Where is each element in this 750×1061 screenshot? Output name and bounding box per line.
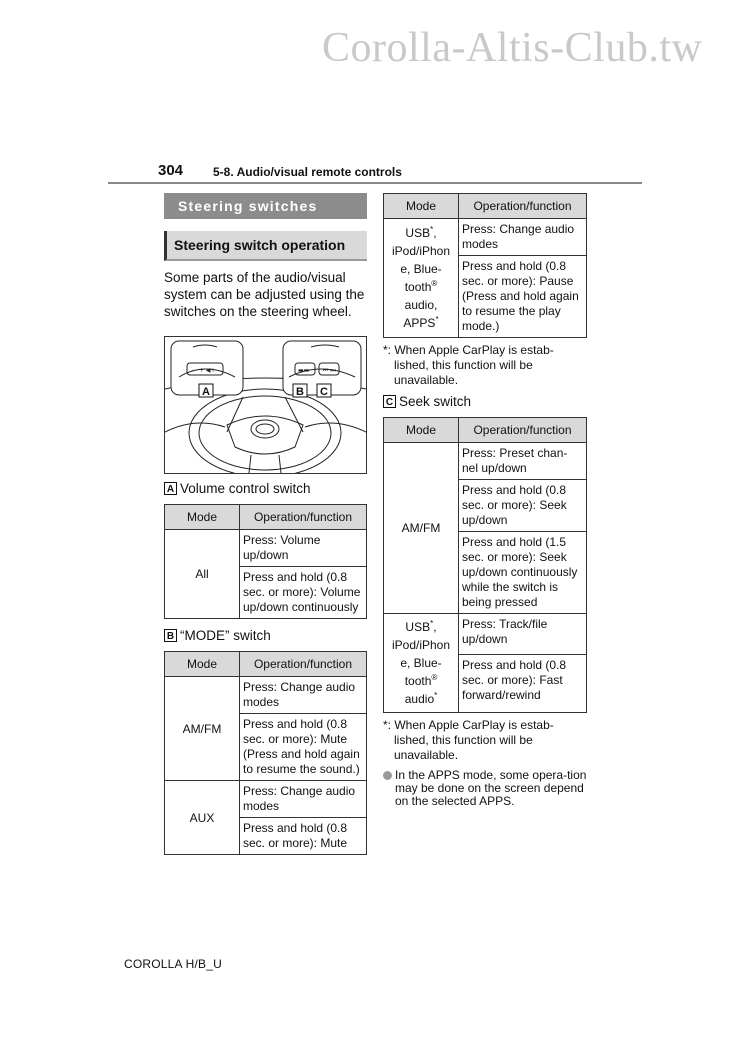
- subheading: Steering switch operation: [164, 231, 367, 261]
- chapter-banner: Steering switches: [164, 193, 367, 219]
- note-line: *: When Apple CarPlay is estab-: [383, 718, 554, 732]
- mode-switch-caption: [164, 628, 367, 643]
- mode-bt: e, Blue-: [400, 656, 442, 670]
- volume-caption-text: Volume control switch: [180, 481, 311, 496]
- mode-cell: AM/FM: [384, 443, 459, 614]
- note-rest: lished, this function will be unavailable.: [394, 358, 533, 387]
- callout-a: A: [202, 386, 210, 398]
- left-column: [164, 193, 367, 855]
- mode-apps: APPS: [403, 316, 436, 330]
- operation-cell: Press: Track/file up/down: [459, 614, 587, 655]
- volume-table: [164, 504, 367, 619]
- header-rule: [108, 182, 642, 184]
- operation-cell: Press and hold (0.8 sec. or more): Fast forward/rewind: [459, 655, 587, 713]
- tag-b: B: [164, 629, 177, 642]
- steering-wheel-drawing: [165, 337, 366, 473]
- volume-caption: [164, 481, 367, 496]
- mode-switch-table: [164, 651, 367, 855]
- note-rest: lished, this function will be unavailable.: [394, 733, 533, 762]
- mode-audio: audio,: [404, 298, 438, 312]
- mode-cell: AM/FM: [165, 677, 240, 781]
- mode-header: Mode: [165, 505, 240, 530]
- operation-header: Operation/function: [459, 194, 587, 219]
- operation-header: Operation/function: [459, 418, 587, 443]
- seek-caption: [383, 394, 587, 409]
- seek-caption-text: Seek switch: [399, 394, 472, 409]
- mode-cell: AUX: [165, 781, 240, 855]
- mode-tooth: tooth: [404, 280, 432, 294]
- mode-header: Mode: [165, 652, 240, 677]
- table-row: [384, 443, 587, 480]
- carplay-note-2: [383, 718, 587, 763]
- operation-cell: Press: Change audio modes: [240, 781, 367, 818]
- callout-c: C: [320, 386, 328, 398]
- svg-text:⏮ ⏭: ⏮ ⏭: [323, 367, 336, 374]
- carplay-note: [383, 343, 587, 388]
- mode-header: Mode: [384, 418, 459, 443]
- table-header-row: [384, 418, 587, 443]
- operation-header: Operation/function: [240, 652, 367, 677]
- operation-cell: Press: Change audio modes: [459, 219, 587, 256]
- operation-cell: Press and hold (0.8 sec. or more): Seek up/down: [459, 480, 587, 532]
- table-header-row: [165, 505, 367, 530]
- mode-cell: All: [165, 530, 240, 619]
- right-column: [383, 193, 587, 808]
- operation-cell: Press and hold (0.8 sec. or more): Volume up/down continuously: [240, 567, 367, 619]
- mode-ipod: iPod/iPhon: [391, 638, 451, 652]
- section-title: 5-8. Audio/visual remote controls: [213, 165, 402, 179]
- table-header-row: [384, 194, 587, 219]
- mode-switch-caption-text: “MODE” switch: [180, 628, 271, 643]
- apps-note: [383, 769, 587, 808]
- table-row: [384, 614, 587, 655]
- bullet-icon: [383, 771, 392, 780]
- footer-model: COROLLA H/B_U: [124, 957, 222, 971]
- steering-wheel-illustration: [164, 336, 367, 474]
- table-row: [165, 677, 367, 714]
- svg-text:− + ◀+: − + ◀+: [192, 367, 216, 374]
- svg-text:▬▬: ▬▬: [298, 367, 310, 374]
- apps-note-text: In the APPS mode, some opera-tion may be done on the screen depend on the selected APPS.: [395, 768, 587, 808]
- tag-c: C: [383, 395, 396, 408]
- mode-switch-usb-table: [383, 193, 587, 338]
- table-header-row: [165, 652, 367, 677]
- callout-b: B: [296, 386, 304, 398]
- mode-usb: USB: [405, 620, 431, 634]
- operation-cell: Press and hold (1.5 sec. or more): Seek up/down continuously while the switch is being pressed: [459, 532, 587, 614]
- operation-cell: Press and hold (0.8 sec. or more): Mute (Press and hold again to resume the sound.): [240, 714, 367, 781]
- seek-table: [383, 417, 587, 713]
- tag-a: A: [164, 482, 177, 495]
- operation-cell: Press and hold (0.8 sec. or more): Mute: [240, 818, 367, 855]
- table-row: [165, 781, 367, 818]
- mode-cell: USB*, iPod/iPhon e, Blue- tooth® audio, APPS*: [384, 219, 459, 338]
- mode-header: Mode: [384, 194, 459, 219]
- table-row: [165, 530, 367, 567]
- intro-text: Some parts of the audio/visual system can be adjusted using the switches on the steering wheel.: [164, 270, 365, 319]
- mode-bt: e, Blue-: [400, 262, 442, 276]
- mode-cell: USB*, iPod/iPhon e, Blue- tooth® audio*: [384, 614, 459, 713]
- mode-ipod: iPod/iPhon: [391, 244, 451, 258]
- operation-cell: Press and hold (0.8 sec. or more): Pause (Press and hold again to resume the play mode.): [459, 256, 587, 338]
- operation-header: Operation/function: [240, 505, 367, 530]
- operation-cell: Press: Volume up/down: [240, 530, 367, 567]
- watermark: Corolla-Altis-Club.tw: [322, 25, 703, 71]
- mode-usb: USB: [405, 226, 431, 240]
- page-number: 304: [158, 162, 184, 179]
- mode-audio: audio: [404, 692, 435, 706]
- operation-cell: Press: Preset chan-nel up/down: [459, 443, 587, 480]
- note-line: *: When Apple CarPlay is estab-: [383, 343, 554, 357]
- mode-tooth: tooth: [404, 674, 432, 688]
- table-row: [384, 219, 587, 256]
- operation-cell: Press: Change audio modes: [240, 677, 367, 714]
